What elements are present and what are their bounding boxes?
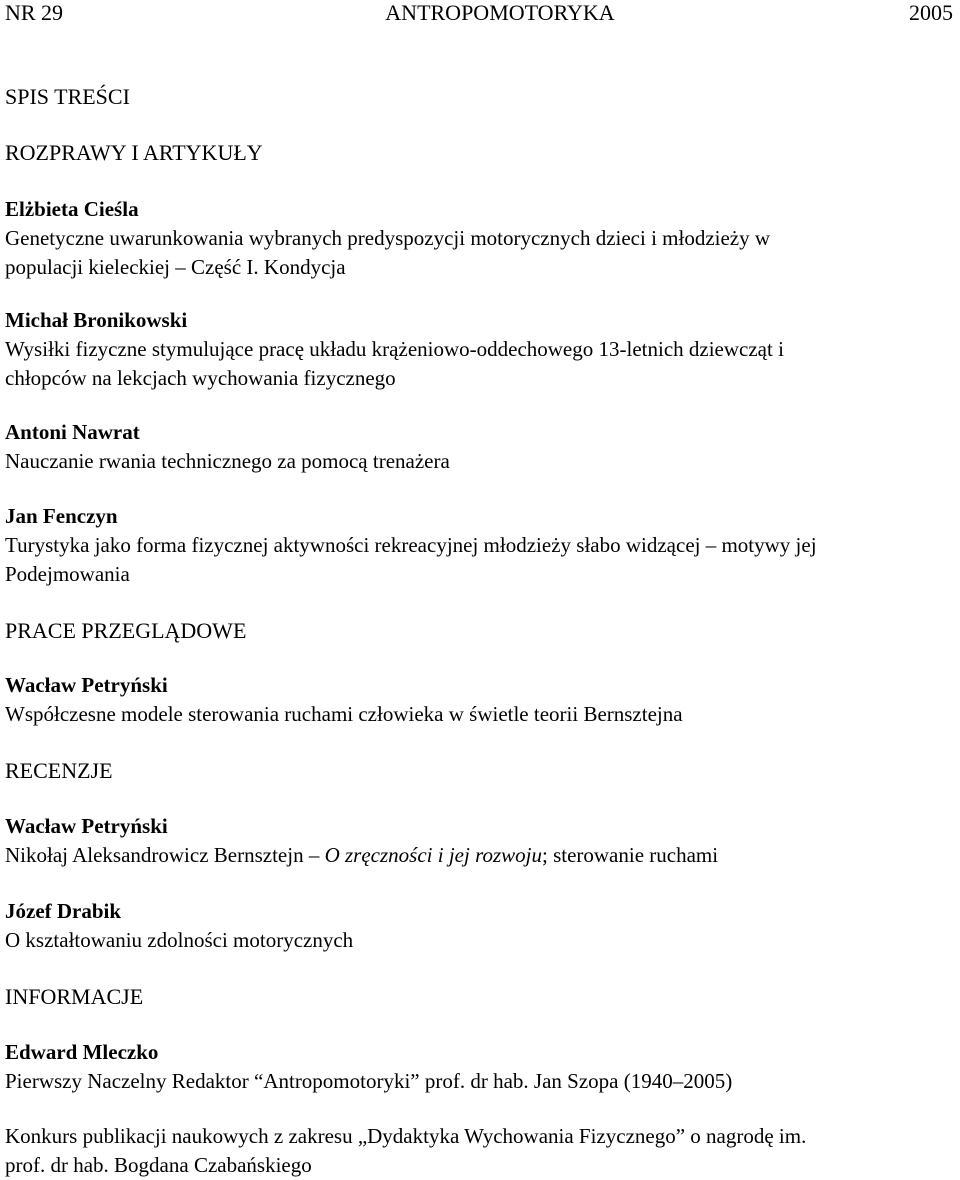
running-header (5, 0, 955, 26)
entry-author: Józef Drabik (5, 899, 122, 923)
entry-title-line: Nauczanie rwania technicznego za pomocą trenażera (5, 449, 450, 473)
entry-title-line: populacji kieleckiej – Część I. Kondycja (5, 255, 346, 279)
entry-title-plain: Nikołaj Aleksandrowicz Bernsztejn – (5, 843, 325, 867)
section-heading: RECENZJE (5, 758, 113, 783)
entry-title-line: Wysiłki fizyczne stymulujące pracę układu krążeniowo-oddechowego 13-letnich dziewcząt i (5, 337, 784, 361)
issue-number: NR 29 (5, 0, 64, 25)
entry-title-plain: ; sterowanie ruchami (541, 843, 719, 867)
entry-title-line: Współczesne modele sterowania ruchami człowieka w świetle teorii Bernsztejna (5, 702, 683, 726)
journal-name: ANTROPOMOTORYKA (385, 0, 615, 25)
entry-author: Michał Bronikowski (5, 308, 188, 332)
section-heading: ROZPRAWY I ARTYKUŁY (5, 140, 263, 165)
entry-author: Elżbieta Cieśla (5, 197, 139, 221)
toc-entry (5, 502, 955, 589)
entry-author: Edward Mleczko (5, 1040, 159, 1064)
issue-year: 2005 (909, 0, 953, 25)
entry-author: Antoni Nawrat (5, 420, 140, 444)
section-heading: INFORMACJE (5, 984, 144, 1009)
toc-entry (5, 195, 955, 282)
entry-title-line: Turystyka jako forma fizycznej aktywności rekreacyjnej młodzieży słabo widzącej – motywy jej (5, 533, 817, 557)
entry-title-line: Podejmowania (5, 562, 130, 586)
section-heading: PRACE PRZEGLĄDOWE (5, 618, 247, 643)
entry-title-line: prof. dr hab. Bogdana Czabańskiego (5, 1153, 312, 1177)
entry-author: Wacław Petryński (5, 673, 168, 697)
entry-title-line: chłopców na lekcjach wychowania fizycznego (5, 366, 396, 390)
toc-entry (5, 897, 955, 955)
entry-author: Wacław Petryński (5, 814, 168, 838)
toc-title: SPIS TREŚCI (5, 84, 130, 109)
entry-title-line: O kształtowaniu zdolności motorycznych (5, 928, 354, 952)
toc-entry (5, 812, 955, 870)
entry-title-line: Genetyczne uwarunkowania wybranych predyspozycji motorycznych dzieci i młodzieży w (5, 226, 771, 250)
entry-title-line: Pierwszy Naczelny Redaktor “Antropomotoryki” prof. dr hab. Jan Szopa (1940–2005) (5, 1069, 733, 1093)
entry-author: Jan Fenczyn (5, 504, 118, 528)
toc-entry (5, 1122, 955, 1180)
toc-entry (5, 306, 955, 393)
document-page (5, 0, 955, 1177)
toc-entry (5, 1038, 955, 1096)
entry-title-italic: O zręczności i jej rozwoju (324, 843, 542, 867)
toc-entry (5, 671, 955, 729)
toc-entry (5, 418, 955, 476)
entry-title-line (5, 841, 955, 870)
entry-title-line: Konkurs publikacji naukowych z zakresu „Dydaktyka Wychowania Fizycznego” o nagrodę im. (5, 1124, 807, 1148)
